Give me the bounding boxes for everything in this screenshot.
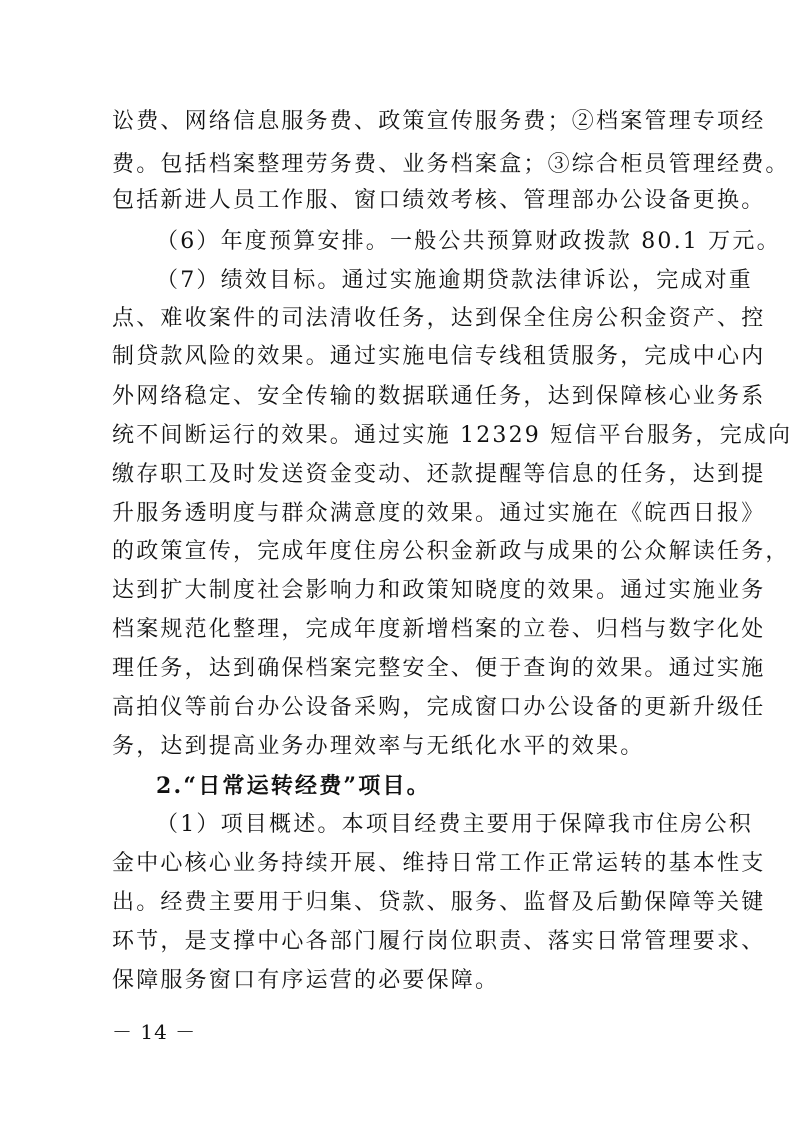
body-line: 费。包括档案整理劳务费、业务档案盒；③综合柜员管理经费。 xyxy=(112,152,790,177)
body-line: （7）绩效目标。通过实施逾期贷款法律诉讼，完成对重 xyxy=(156,268,753,293)
body-line: 升服务透明度与群众满意度的效果。通过实施在《皖西日报》 xyxy=(112,501,766,526)
body-line: 点、难收案件的司法清收任务，达到保全住房公积金资产、控 xyxy=(112,306,766,331)
body-line: （1）项目概述。本项目经费主要用于保障我市住房公积 xyxy=(156,812,753,837)
body-line: 统不间断运行的效果。通过实施 12329 短信平台服务，完成向 xyxy=(112,423,793,448)
body-line: （6）年度预算安排。一般公共预算财政拨款 80.1 万元。 xyxy=(156,229,781,254)
body-line: 的政策宣传，完成年度住房公积金新政与成果的公众解读任务， xyxy=(112,539,790,564)
body-line: 保障服务窗口有序运营的必要保障。 xyxy=(112,968,500,993)
body-line: 包括新进人员工作服、窗口绩效考核、管理部办公设备更换。 xyxy=(112,188,766,213)
body-line: 达到扩大制度社会影响力和政策知晓度的效果。通过实施业务 xyxy=(112,578,766,603)
section-heading: 2.“日常运转经费”项目。 xyxy=(156,773,431,799)
body-line: 档案规范化整理，完成年度新增档案的立卷、归档与数字化处 xyxy=(112,617,766,642)
body-line: 缴存职工及时发送资金变动、还款提醒等信息的任务，达到提 xyxy=(112,462,766,487)
body-line: 理任务，达到确保档案完整安全、便于查询的效果。通过实施 xyxy=(112,656,766,681)
page-number: － 14 － xyxy=(112,1020,197,1044)
body-line: 讼费、网络信息服务费、政策宣传服务费；②档案管理专项经 xyxy=(112,109,766,134)
body-line: 制贷款风险的效果。通过实施电信专线租赁服务，完成中心内 xyxy=(112,344,766,369)
body-line: 高拍仪等前台办公设备采购，完成窗口办公设备的更新升级任 xyxy=(112,695,766,720)
body-line: 环节，是支撑中心各部门履行岗位职责、落实日常管理要求、 xyxy=(112,929,766,954)
body-line: 务，达到提高业务办理效率与无纸化水平的效果。 xyxy=(112,734,645,759)
body-line: 出。经费主要用于归集、贷款、服务、监督及后勤保障等关键 xyxy=(112,890,766,915)
body-line: 金中心核心业务持续开展、维持日常工作正常运转的基本性支 xyxy=(112,851,766,876)
body-line: 外网络稳定、安全传输的数据联通任务，达到保障核心业务系 xyxy=(112,384,766,409)
